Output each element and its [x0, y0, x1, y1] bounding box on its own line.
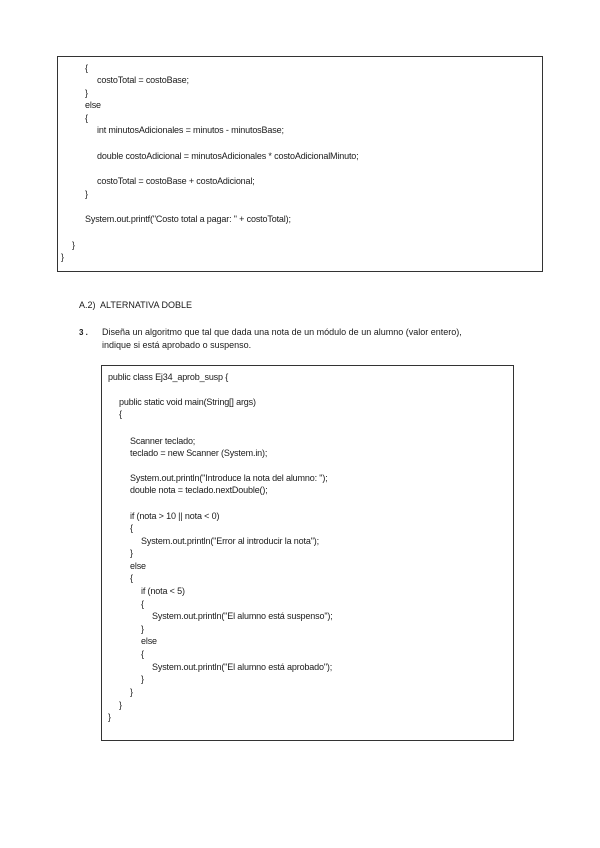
code-line: System.out.println("Error al introducir la nota"); — [141, 536, 319, 546]
code-line: { — [130, 573, 133, 583]
exercise-text-line-1: Diseña un algoritmo que tal que dada una nota de un módulo de un alumno (valor entero), — [102, 327, 462, 337]
code-line: else — [141, 636, 157, 646]
exercise-number: 3 . — [79, 328, 88, 337]
code-line: if (nota < 5) — [141, 586, 185, 596]
exercise-text-line-2: indique si está aprobado o suspenso. — [102, 340, 252, 350]
code-line: System.out.println("El alumno está suspenso"); — [152, 611, 333, 621]
code-line: } — [85, 88, 88, 98]
code-line: { — [141, 649, 144, 659]
code-line: } — [141, 624, 144, 634]
code-line: { — [85, 63, 88, 73]
code-line: } — [130, 548, 133, 558]
code-line: public class Ej34_aprob_susp { — [108, 372, 229, 382]
code-line: } — [119, 700, 122, 710]
code-line: System.out.println("El alumno está aprobado"); — [152, 662, 333, 672]
code-line: public static void main(String[] args) — [119, 397, 256, 407]
code-line: if (nota > 10 || nota < 0) — [130, 511, 220, 521]
code-line: { — [85, 113, 88, 123]
code-line: costoTotal = costoBase; — [97, 75, 189, 85]
code-line: System.out.printf("Costo total a pagar: " + costoTotal); — [85, 214, 291, 224]
code-line: else — [85, 100, 101, 110]
code-line: System.out.println("Introduce la nota del alumno: "); — [130, 473, 328, 483]
code-block-1 — [57, 56, 543, 272]
code-line: double costoAdicional = minutosAdicionales * costoAdicionalMinuto; — [97, 151, 359, 161]
code-block-2 — [101, 365, 514, 741]
code-line: { — [141, 599, 144, 609]
code-line: double nota = teclado.nextDouble(); — [130, 485, 268, 495]
code-line: else — [130, 561, 146, 571]
code-line: } — [108, 712, 111, 722]
code-line: } — [61, 252, 64, 262]
code-line: int minutosAdicionales = minutos - minutosBase; — [97, 125, 284, 135]
code-line: } — [85, 189, 88, 199]
code-line: Scanner teclado; — [130, 436, 196, 446]
code-line: { — [119, 409, 122, 419]
code-line: } — [130, 687, 133, 697]
code-line: { — [130, 523, 133, 533]
code-line: teclado = new Scanner (System.in); — [130, 448, 268, 458]
code-line: costoTotal = costoBase + costoAdicional; — [97, 176, 255, 186]
code-line: } — [141, 674, 144, 684]
code-line: } — [72, 240, 75, 250]
section-heading: A.2) ALTERNATIVA DOBLE — [79, 300, 193, 310]
